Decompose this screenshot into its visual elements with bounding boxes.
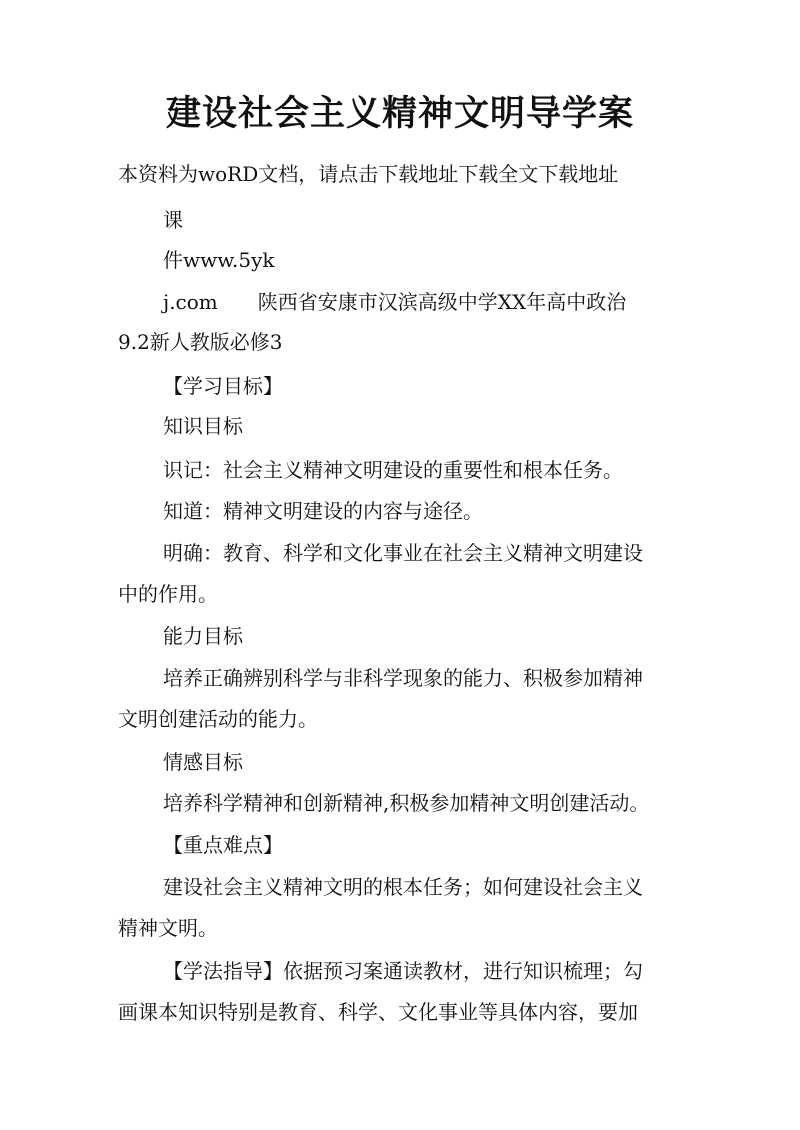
paragraph-line: 培养正确辨别科学与非科学现象的能力、积极参加精神	[163, 666, 643, 690]
paragraph-line: 本资料为woRD文档，请点击下载地址下载全文下载地址	[118, 162, 619, 186]
paragraph-line: 文明创建活动的能力。	[118, 707, 318, 731]
paragraph-line: 知道：精神文明建设的内容与途径。	[163, 499, 483, 523]
paragraph-line: 【学法指导】依据预习案通读教材，进行知识梳理；勾	[163, 959, 643, 983]
paragraph-line: 精神文明。	[118, 916, 218, 940]
paragraph-line: 中的作用。	[118, 582, 218, 606]
document-title: 建设社会主义精神文明导学案	[165, 93, 634, 134]
paragraph-line: 建设社会主义精神文明的根本任务；如何建设社会主义	[163, 875, 643, 899]
subsection-heading: 知识目标	[163, 414, 243, 438]
section-heading: 【重点难点】	[163, 833, 283, 857]
paragraph-line: 识记：社会主义精神文明建设的重要性和根本任务。	[163, 458, 623, 482]
paragraph-line: 明确：教育、科学和文化事业在社会主义精神文明建设	[163, 541, 643, 565]
paragraph-line: 9.2新人教版必修3	[118, 330, 283, 354]
paragraph-line: 件www.5yk	[163, 248, 275, 272]
section-heading: 【学习目标】	[163, 374, 283, 398]
paragraph-line: 培养科学精神和创新精神,积极参加精神文明创建活动。	[163, 791, 650, 815]
paragraph-line: 画课本知识特别是教育、科学、文化事业等具体内容，要加	[118, 1000, 638, 1024]
subsection-heading: 情感目标	[163, 750, 243, 774]
paragraph-line: j.com 陕西省安康市汉滨高级中学XX年高中政治	[163, 290, 627, 314]
subsection-heading: 能力目标	[163, 624, 243, 648]
paragraph-line: 课	[163, 208, 183, 232]
